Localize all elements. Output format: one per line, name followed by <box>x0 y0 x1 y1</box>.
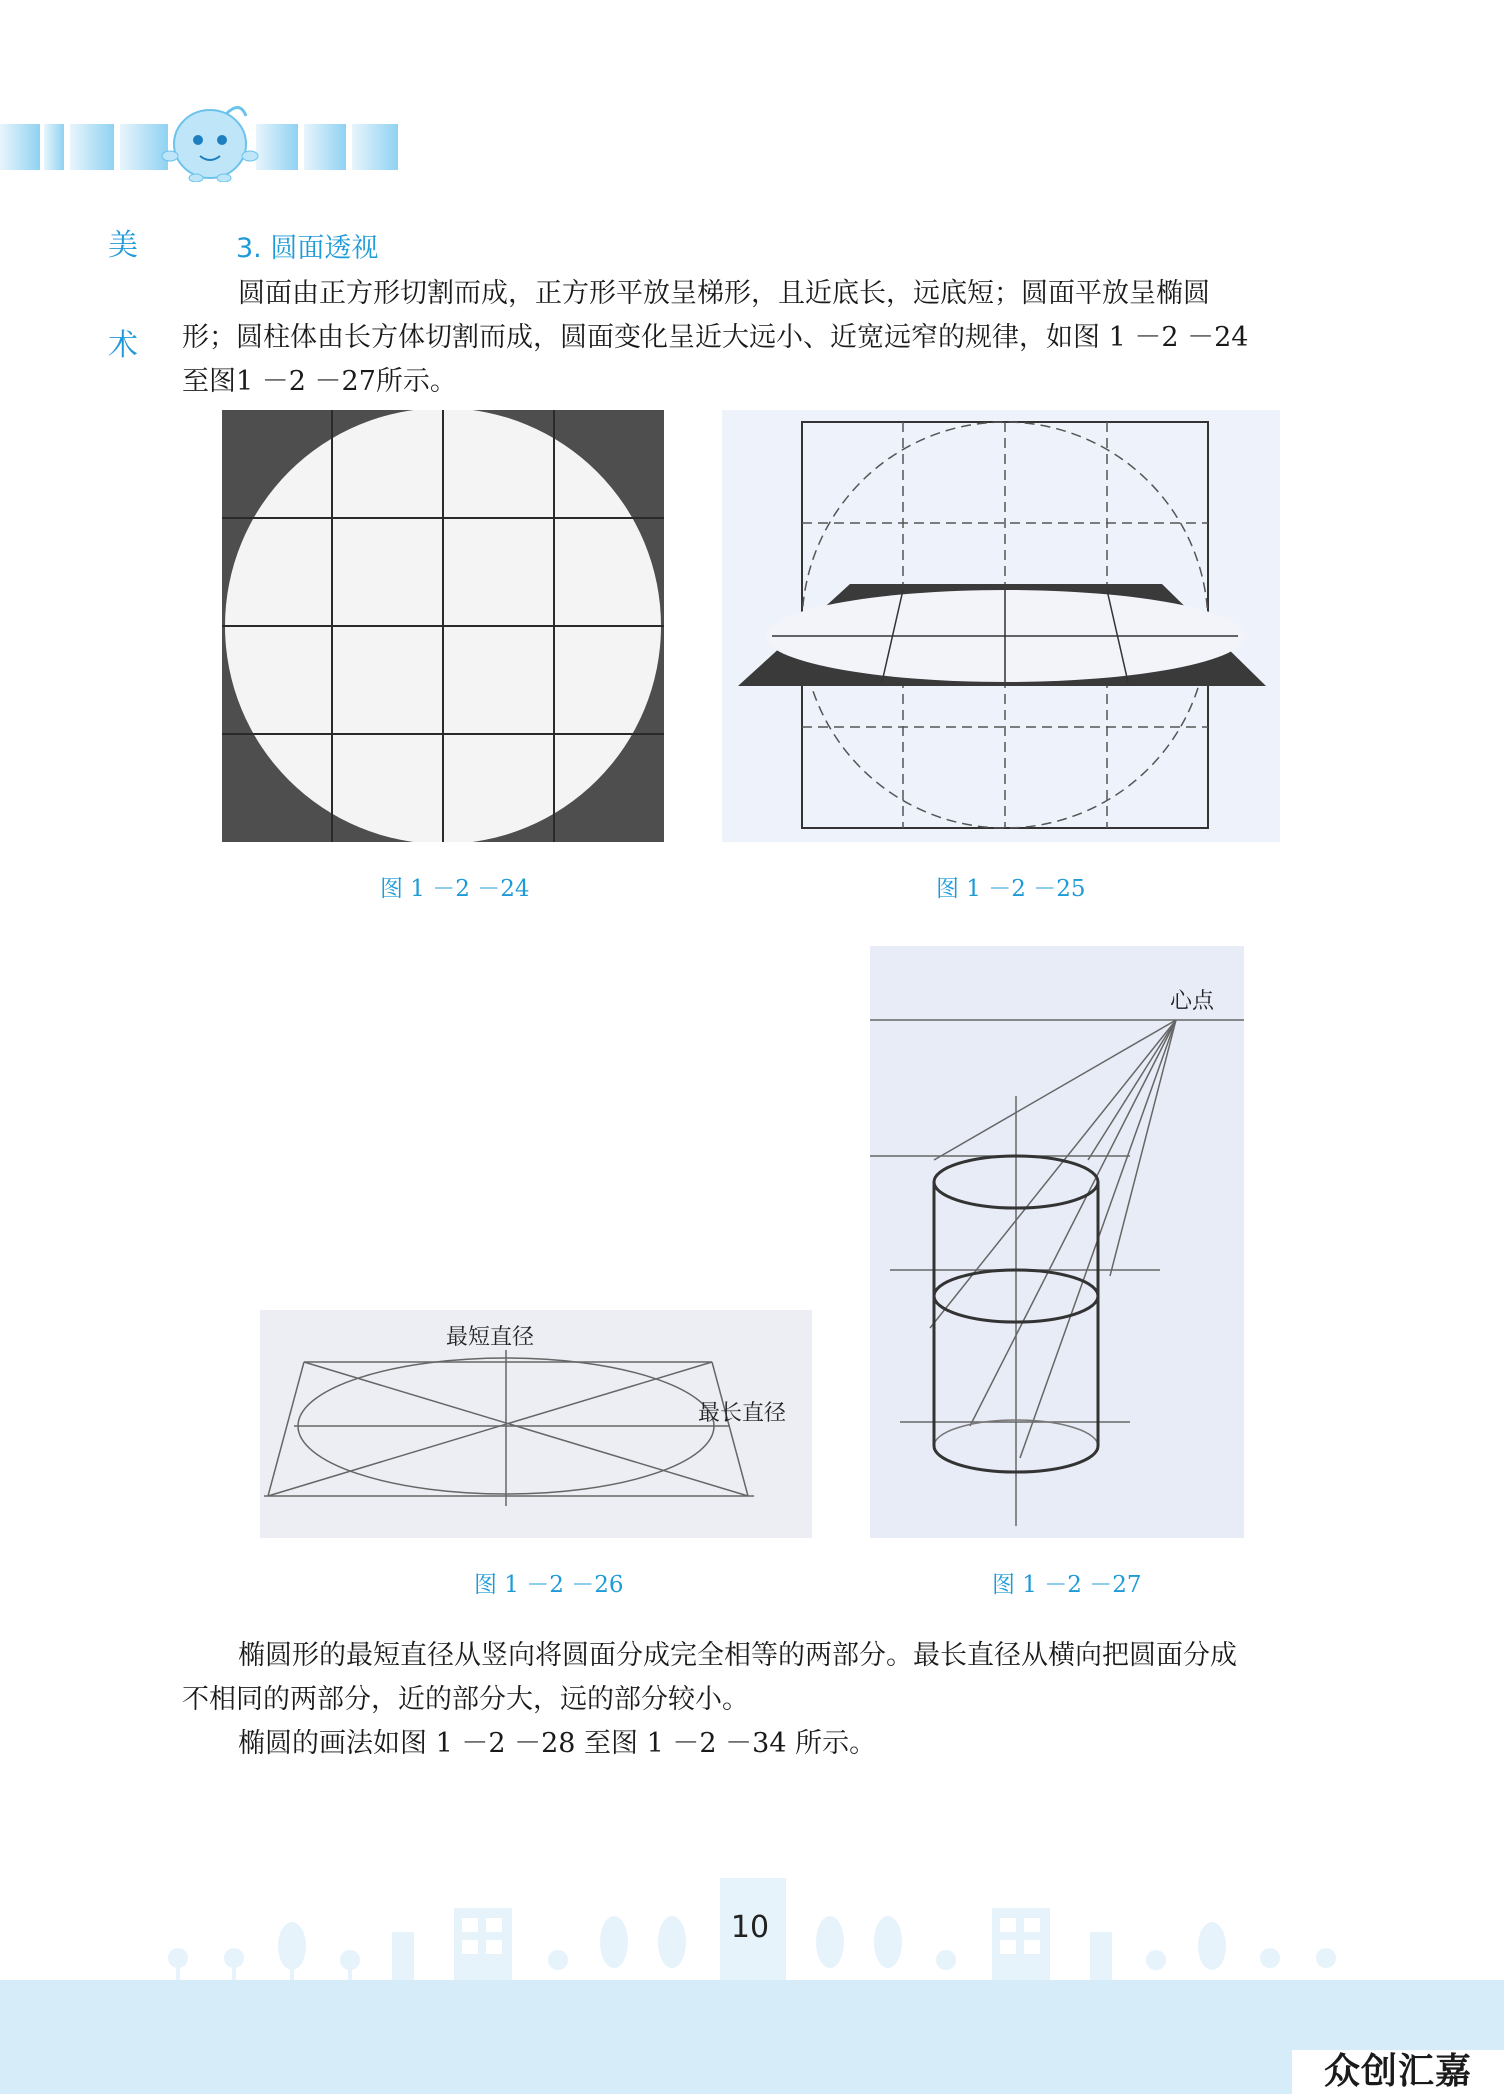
caption-fig26: 图 1 －2 －26 <box>474 1572 624 1598</box>
caption-fig27: 图 1 －2 －27 <box>992 1572 1142 1598</box>
intro-line-2: 形；圆柱体由长方体切割而成，圆面变化呈近大远小、近宽远窄的规律，如图 1 －2 －24 <box>182 322 1249 353</box>
watermark: 众创汇嘉 <box>1292 2050 1504 2094</box>
body-line-1: 椭圆形的最短直径从竖向将圆面分成完全相等的两部分。最长直径从横向把圆面分成 <box>238 1640 1237 1671</box>
figure-1-2-27 <box>870 946 1244 1538</box>
label-shortest-diameter: 最短直径 <box>446 1325 535 1350</box>
figure-1-2-25 <box>722 410 1280 842</box>
side-char-shu: 术 <box>108 328 138 363</box>
footer-decoration <box>0 1870 1504 2094</box>
page-number: 10 <box>730 1910 770 1945</box>
section-title: 3. 圆面透视 <box>236 233 379 264</box>
label-vanishing-point: 心点 <box>1170 989 1215 1014</box>
header-decoration <box>0 100 398 182</box>
intro-line-1: 圆面由正方形切割而成，正方形平放呈梯形，且近底长，远底短；圆面平放呈椭圆 <box>238 278 1210 309</box>
caption-fig25: 图 1 －2 －25 <box>936 876 1086 902</box>
figure-1-2-26 <box>260 1310 812 1538</box>
intro-line-3: 至图1 －2 －27所示。 <box>182 366 457 397</box>
caption-fig24: 图 1 －2 －24 <box>380 876 530 902</box>
figure-1-2-24 <box>222 410 664 842</box>
side-char-mei: 美 <box>108 228 138 263</box>
label-longest-diameter: 最长直径 <box>698 1401 787 1426</box>
body-line-3: 椭圆的画法如图 1 －2 －28 至图 1 －2 －34 所示。 <box>238 1728 877 1759</box>
body-line-2: 不相同的两部分，近的部分大，远的部分较小。 <box>182 1684 749 1715</box>
